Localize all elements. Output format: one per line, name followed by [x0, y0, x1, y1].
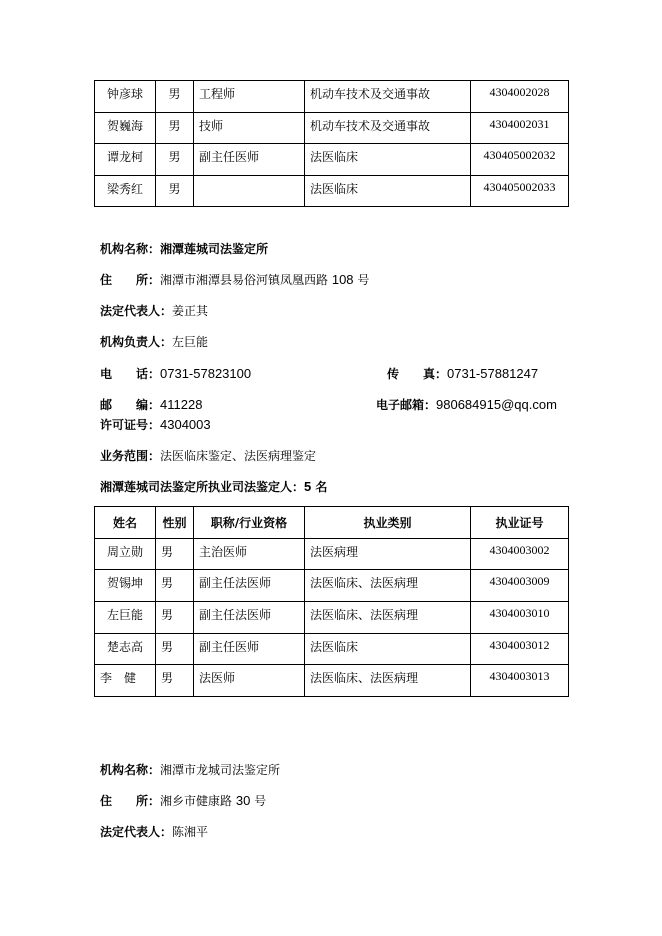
org1-address — [160, 273, 369, 287]
expert-category: 法医临床 — [305, 634, 471, 665]
org1-email-label: 电子邮箱： — [376, 398, 437, 412]
column-header: 执业类别 — [305, 507, 471, 539]
org1-rep-label: 法定代表人： — [100, 304, 173, 318]
expert-license: 4304003009 — [471, 570, 569, 602]
expert-name: 贺巍海 — [95, 113, 156, 144]
expert-category: 法医临床 — [305, 176, 471, 207]
org1-head-line — [100, 333, 208, 350]
org1-address-text: 湘潭市湘潭县易俗河镇凤凰西路 — [160, 273, 332, 287]
org1-scope-line — [100, 447, 316, 464]
org2-address-suffix: 号 — [250, 794, 267, 808]
org2-address-line — [100, 792, 266, 809]
org1-name: 湘潭莲城司法鉴定所 — [160, 242, 269, 256]
expert-gender: 男 — [156, 634, 194, 665]
table-row — [95, 634, 569, 665]
expert-name: 梁秀红 — [95, 176, 156, 207]
expert-title: 副主任医师 — [194, 144, 305, 176]
org2-name: 湘潭市龙城司法鉴定所 — [160, 763, 281, 777]
org1-phone-line — [100, 365, 251, 382]
expert-name: 李 健 — [95, 665, 156, 697]
org2-rep-label: 法定代表人： — [100, 825, 173, 839]
expert-name: 周立勋 — [95, 539, 156, 570]
experts-table — [94, 506, 569, 697]
experts-table-continued — [94, 80, 569, 207]
org1-email: 980684915@qq.com — [436, 397, 557, 412]
table-row — [95, 602, 569, 634]
expert-title: 主治医师 — [194, 539, 305, 570]
expert-gender: 男 — [156, 81, 194, 113]
expert-category: 法医临床、法医病理 — [305, 602, 471, 634]
expert-license: 430405002032 — [471, 144, 569, 176]
column-header: 姓名 — [95, 507, 156, 539]
expert-name: 贺锡坤 — [95, 570, 156, 602]
table-header-row — [95, 507, 569, 539]
expert-license: 4304003010 — [471, 602, 569, 634]
org2-name-label: 机构名称： — [100, 763, 161, 777]
table-row — [95, 81, 569, 113]
expert-license: 4304002031 — [471, 113, 569, 144]
staff-heading-text: 湘潭莲城司法鉴定所执业司法鉴定人： — [100, 480, 305, 494]
expert-gender: 男 — [156, 602, 194, 634]
org1-postcode-line — [100, 396, 202, 413]
expert-title: 技师 — [194, 113, 305, 144]
org2-name-line — [100, 761, 280, 778]
org2-address — [160, 794, 266, 808]
org2-rep-line — [100, 823, 208, 840]
org1-postcode: 411228 — [160, 397, 203, 412]
org2-address-label: 住 所： — [100, 794, 161, 808]
expert-gender: 男 — [156, 113, 194, 144]
expert-name: 钟彦球 — [95, 81, 156, 113]
table-row — [95, 113, 569, 144]
expert-gender: 男 — [156, 665, 194, 697]
org1-phone: 0731-57823100 — [160, 366, 252, 381]
column-header: 性别 — [156, 507, 194, 539]
expert-title: 工程师 — [194, 81, 305, 113]
expert-category: 机动车技术及交通事故 — [305, 113, 471, 144]
table-row — [95, 144, 569, 176]
org1-head-label: 机构负责人： — [100, 335, 173, 349]
org1-address-line — [100, 271, 369, 288]
org1-license-label: 许可证号： — [100, 418, 161, 432]
org1-address-number: 108 — [331, 272, 354, 287]
expert-title: 副主任医师 — [194, 634, 305, 665]
org1-address-suffix: 号 — [353, 273, 370, 287]
expert-license: 4304003012 — [471, 634, 569, 665]
expert-title: 副主任法医师 — [194, 570, 305, 602]
expert-name: 谭龙柯 — [95, 144, 156, 176]
table-row — [95, 176, 569, 207]
expert-title — [194, 176, 305, 207]
staff-count: 5 — [304, 479, 312, 494]
expert-category: 法医病理 — [305, 539, 471, 570]
org1-head: 左巨能 — [172, 335, 209, 349]
org1-name-label: 机构名称： — [100, 242, 161, 256]
org2-rep: 陈湘平 — [172, 825, 209, 839]
org1-rep-line — [100, 302, 208, 319]
table-row — [95, 539, 569, 570]
org1-fax-label: 传 真： — [387, 367, 448, 381]
table-row — [95, 570, 569, 602]
org1-fax-line — [387, 365, 538, 382]
expert-license: 4304002028 — [471, 81, 569, 113]
org1-rep: 姜正其 — [172, 304, 209, 318]
org1-email-line — [376, 396, 557, 413]
staff-heading — [100, 478, 327, 495]
org1-fax: 0731-57881247 — [447, 366, 539, 381]
org1-scope-label: 业务范围： — [100, 449, 161, 463]
expert-title: 副主任法医师 — [194, 602, 305, 634]
expert-gender: 男 — [156, 176, 194, 207]
expert-gender: 男 — [156, 539, 194, 570]
org1-postcode-label: 邮 编： — [100, 398, 161, 412]
org1-phone-label: 电 话： — [100, 367, 161, 381]
expert-title: 法医师 — [194, 665, 305, 697]
org1-license-line — [100, 416, 211, 433]
column-header: 职称/行业资格 — [194, 507, 305, 539]
expert-gender: 男 — [156, 144, 194, 176]
table-row — [95, 665, 569, 697]
org2-address-text: 湘乡市健康路 — [160, 794, 236, 808]
org1-license: 4304003 — [160, 417, 211, 432]
expert-license: 430405002033 — [471, 176, 569, 207]
expert-name: 左巨能 — [95, 602, 156, 634]
column-header: 执业证号 — [471, 507, 569, 539]
expert-category: 法医临床 — [305, 144, 471, 176]
expert-license: 4304003002 — [471, 539, 569, 570]
expert-gender: 男 — [156, 570, 194, 602]
staff-heading-suffix: 名 — [311, 480, 328, 494]
org1-scope: 法医临床鉴定、法医病理鉴定 — [160, 449, 317, 463]
expert-name: 楚志高 — [95, 634, 156, 665]
expert-category: 机动车技术及交通事故 — [305, 81, 471, 113]
expert-category: 法医临床、法医病理 — [305, 665, 471, 697]
org1-name-line — [100, 240, 268, 257]
expert-license: 4304003013 — [471, 665, 569, 697]
org2-address-number: 30 — [235, 793, 251, 808]
org1-address-label: 住 所： — [100, 273, 161, 287]
expert-category: 法医临床、法医病理 — [305, 570, 471, 602]
